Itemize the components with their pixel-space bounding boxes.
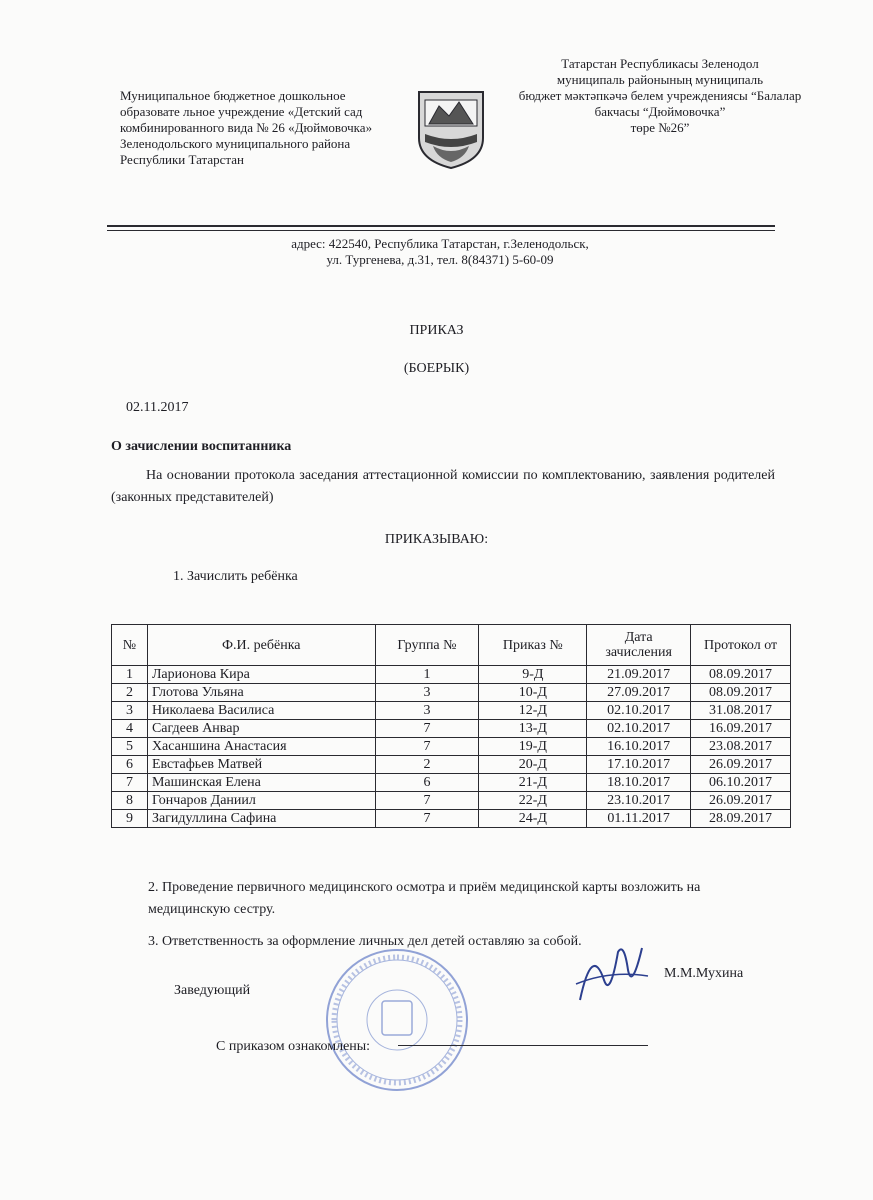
signer-name: М.М.Мухина: [664, 966, 744, 981]
cell-protocol-date: 16.09.2017: [691, 720, 791, 738]
col-header: Дата зачисления: [587, 625, 691, 666]
org-line: Республики Татарстан: [120, 152, 244, 167]
order-item-3: 3. Ответственность за оформление личных дел детей оставляю за собой.: [148, 934, 582, 949]
address-line: адрес: 422540, Республика Татарстан, г.Зеленодольск,: [291, 236, 589, 251]
signature-line: [398, 1045, 648, 1046]
org-line: комбинированного вида № 26 «Дюймовочка»: [120, 120, 373, 135]
cell-number: 5: [112, 738, 148, 756]
cell-protocol-date: 26.09.2017: [691, 756, 791, 774]
cell-order-number: 9-Д: [479, 666, 587, 684]
cell-protocol-date: 28.09.2017: [691, 810, 791, 828]
table-row: [112, 720, 791, 738]
cell-number: 4: [112, 720, 148, 738]
cell-number: 8: [112, 792, 148, 810]
cell-group: 2: [375, 756, 479, 774]
acquainted-label: С приказом ознакомлены:: [216, 1039, 371, 1054]
table-row: [112, 774, 791, 792]
cell-enroll-date: 27.09.2017: [587, 684, 691, 702]
cell-number: 9: [112, 810, 148, 828]
cell-order-number: 21-Д: [479, 774, 587, 792]
cell-order-number: 24-Д: [479, 810, 587, 828]
cell-number: 3: [112, 702, 148, 720]
table-row: [112, 684, 791, 702]
header-rule: [107, 225, 775, 227]
cell-enroll-date: 17.10.2017: [587, 756, 691, 774]
org-line: образовате льное учреждение «Детский сад: [120, 104, 363, 119]
round-stamp-icon: [322, 945, 472, 1095]
cell-number: 1: [112, 666, 148, 684]
col-header: Протокол от: [691, 625, 791, 666]
cell-protocol-date: 31.08.2017: [691, 702, 791, 720]
order-word: ПРИКАЗЫВАЮ:: [384, 532, 489, 547]
table-row: [112, 756, 791, 774]
table-row: [112, 702, 791, 720]
org-line: төре №26”: [630, 120, 690, 135]
cell-enroll-date: 02.10.2017: [587, 702, 691, 720]
table-row: [112, 738, 791, 756]
cell-child-name: Николаева Василиса: [147, 702, 375, 720]
address-block: [180, 236, 700, 268]
order-subject: О зачислении воспитанника: [111, 439, 292, 454]
cell-group: 6: [375, 774, 479, 792]
cell-child-name: Машинская Елена: [147, 774, 375, 792]
col-header: №: [112, 625, 148, 666]
cell-order-number: 10-Д: [479, 684, 587, 702]
cell-order-number: 19-Д: [479, 738, 587, 756]
cell-group: 7: [375, 792, 479, 810]
order-basis: На основании протокола заседания аттестационной комиссии по комплектованию, заявления родителей (законных представителей): [111, 468, 775, 505]
cell-enroll-date: 18.10.2017: [587, 774, 691, 792]
table-header-row: [112, 625, 791, 666]
col-header: Ф.И. ребёнка: [147, 625, 375, 666]
cell-protocol-date: 08.09.2017: [691, 666, 791, 684]
cell-protocol-date: 23.08.2017: [691, 738, 791, 756]
cell-enroll-date: 02.10.2017: [587, 720, 691, 738]
order-subtitle: (БОЕРЫК): [403, 361, 470, 376]
order-date: 02.11.2017: [126, 400, 189, 415]
table-row: [112, 792, 791, 810]
org-line: муниципаль районының муниципаль: [556, 72, 764, 87]
col-header: Приказ №: [479, 625, 587, 666]
table-row: [112, 810, 791, 828]
coat-of-arms-icon: [415, 86, 487, 170]
cell-child-name: Евстафьев Матвей: [147, 756, 375, 774]
cell-order-number: 22-Д: [479, 792, 587, 810]
signature-icon: [570, 940, 650, 1016]
cell-group: 7: [375, 810, 479, 828]
cell-child-name: Гончаров Даниил: [147, 792, 375, 810]
header-rule: [107, 230, 775, 231]
cell-child-name: Хасаншина Анастасия: [147, 738, 375, 756]
cell-child-name: Ларионова Кира: [147, 666, 375, 684]
signer-role: Заведующий: [174, 983, 251, 998]
org-name-tatar: [490, 56, 830, 136]
cell-group: 7: [375, 720, 479, 738]
cell-enroll-date: 16.10.2017: [587, 738, 691, 756]
cell-protocol-date: 08.09.2017: [691, 684, 791, 702]
address-line: ул. Тургенева, д.31, тел. 8(84371) 5-60-09: [326, 252, 554, 267]
cell-enroll-date: 01.11.2017: [587, 810, 691, 828]
cell-child-name: Сагдеев Анвар: [147, 720, 375, 738]
org-line: бюджет мәктәпкәчә белем учреждениясы “Балалар: [518, 88, 802, 103]
order-title: ПРИКАЗ: [409, 323, 464, 338]
cell-group: 3: [375, 702, 479, 720]
children-table: [111, 624, 791, 828]
org-line: Муниципальное бюджетное дошкольное: [120, 88, 346, 103]
cell-group: 7: [375, 738, 479, 756]
cell-group: 1: [375, 666, 479, 684]
table-row: [112, 666, 791, 684]
col-header: Группа №: [375, 625, 479, 666]
org-line: Татарстан Республикасы Зеленодол: [561, 56, 759, 71]
cell-enroll-date: 21.09.2017: [587, 666, 691, 684]
cell-child-name: Глотова Ульяна: [147, 684, 375, 702]
cell-protocol-date: 26.09.2017: [691, 792, 791, 810]
cell-number: 6: [112, 756, 148, 774]
cell-order-number: 20-Д: [479, 756, 587, 774]
cell-number: 7: [112, 774, 148, 792]
cell-order-number: 13-Д: [479, 720, 587, 738]
cell-protocol-date: 06.10.2017: [691, 774, 791, 792]
cell-order-number: 12-Д: [479, 702, 587, 720]
cell-child-name: Загидуллина Сафина: [147, 810, 375, 828]
order-item-1: 1. Зачислить ребёнка: [173, 569, 298, 584]
cell-group: 3: [375, 684, 479, 702]
cell-enroll-date: 23.10.2017: [587, 792, 691, 810]
org-line: бакчасы “Дюймовочка”: [594, 104, 726, 119]
order-item-2: 2. Проведение первичного медицинского осмотра и приём медицинской карты возложить на медицинскую сестру.: [148, 880, 701, 917]
org-line: Зеленодольского муниципального района: [120, 136, 351, 151]
org-name-russian: [120, 88, 420, 168]
cell-number: 2: [112, 684, 148, 702]
